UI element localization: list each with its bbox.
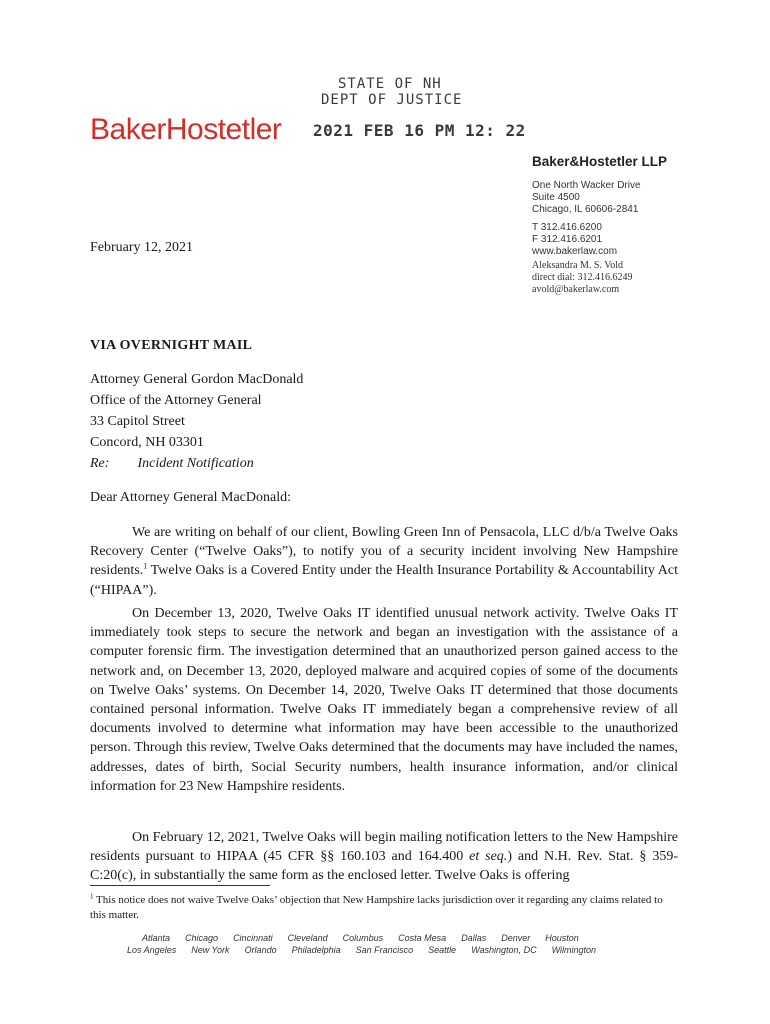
attorney-name: Aleksandra M. S. Vold <box>532 260 624 271</box>
office-city: Washington, DC <box>471 945 537 955</box>
address-line: Suite 4500 <box>532 192 580 203</box>
delivery-method: VIA OVERNIGHT MAIL <box>90 338 253 353</box>
address-line: One North Wacker Drive <box>532 180 641 191</box>
office-city: Cincinnati <box>233 933 273 943</box>
attorney-direct-dial: direct dial: 312.416.6249 <box>532 272 633 283</box>
office-city: Atlanta <box>142 933 171 943</box>
office-city: Costa Mesa <box>398 933 447 943</box>
office-locations-row-1 <box>142 933 594 943</box>
office-city: Orlando <box>244 945 277 955</box>
fax-line: F 312.416.6201 <box>532 234 603 245</box>
subject-label: Re: <box>90 456 110 471</box>
office-city: Dallas <box>461 933 487 943</box>
footnote-divider <box>90 885 270 886</box>
office-city: Columbus <box>342 933 384 943</box>
firm-contact <box>532 222 617 258</box>
office-city: Houston <box>545 933 579 943</box>
received-stamp-datetime: 2021 FEB 16 PM 12: 22 <box>313 121 526 140</box>
paragraph-text: ) and N.H. Rev. Stat. § 359-C:20(c), in substantially the same form as the enclosed letter. Twelve Oaks is offering <box>90 849 679 884</box>
recipient-name: Attorney General Gordon MacDonald <box>90 372 304 387</box>
office-city: Cleveland <box>287 933 328 943</box>
address-line: Chicago, IL 60606-2841 <box>532 204 639 215</box>
received-stamp-dept: DEPT OF JUSTICE <box>321 92 463 108</box>
recipient-street: 33 Capitol Street <box>90 414 185 429</box>
office-city: Denver <box>501 933 531 943</box>
firm-address <box>532 180 641 216</box>
office-city: Philadelphia <box>291 945 341 955</box>
office-city: Chicago <box>185 933 219 943</box>
letter-date: February 12, 2021 <box>90 240 194 255</box>
website-link[interactable]: www.bakerlaw.com <box>532 246 618 257</box>
paragraph-emphasis: et seq. <box>469 849 508 865</box>
phone-line: T 312.416.6200 <box>532 222 602 233</box>
footnote-text: This notice does not waive Twelve Oaks’ objection that New Hampshire lacks jurisdiction over it regarding any claims related to this matter. <box>90 894 663 921</box>
attorney-email-link[interactable]: avold@bakerlaw.com <box>532 284 620 295</box>
body-paragraph-2: On December 13, 2020, Twelve Oaks IT identified unusual network activity. Twelve Oaks IT immediately took steps to secure the network and began an investigation with the assistance of a computer forensic firm. The investigation determined that an unauthorized person gained access to the network and, on December 13, 2020, deployed malware and acquired copies of some of the documents on Twelve Oaks’ systems. On December 14, 2020, Twelve Oaks IT determined that those documents contained personal information. Twelve Oaks IT immediately began a comprehensive review of all documents involved to determine what information may have been accessible to the unauthorized person. Through this review, Twelve Oaks determined that the documents may have included the names, addresses, dates of birth, Social Security numbers, health insurance information, and/or clinical information for 23 New Hampshire residents. <box>90 606 678 794</box>
office-city: New York <box>191 945 230 955</box>
attorney-contact <box>532 260 633 296</box>
paragraph-text: Twelve Oaks is a Covered Entity under the Health Insurance Portability & Accountability Act (“HIPAA”). <box>90 563 678 598</box>
firm-logo: BakerHostetler <box>90 113 282 146</box>
body-paragraph-3 <box>90 828 678 886</box>
subject-text: Incident Notification <box>137 456 254 471</box>
office-city: Seattle <box>428 945 457 955</box>
office-locations-row-2 <box>127 945 611 955</box>
footnote-number: 1 <box>90 892 94 901</box>
footnote <box>90 893 678 923</box>
office-city: Los Angeles <box>127 945 177 955</box>
subject-line <box>90 456 254 472</box>
footnote-marker: 1 <box>143 561 148 571</box>
recipient-office: Office of the Attorney General <box>90 393 262 408</box>
firm-name: Baker&Hostetler LLP <box>532 154 668 169</box>
salutation: Dear Attorney General MacDonald: <box>90 490 291 505</box>
recipient-city: Concord, NH 03301 <box>90 435 204 450</box>
body-paragraph-1 <box>90 523 678 600</box>
office-city: San Francisco <box>355 945 414 955</box>
recipient-address <box>90 369 303 453</box>
paragraph-text: On February 12, 2021, Twelve Oaks will begin mailing notification letters to the New Hampshire residents pursuant to HIPAA (45 CFR §§ 160.103 and 164.400 <box>90 830 678 865</box>
paragraph-text: We are writing on behalf of our client, Bowling Green Inn of Pensacola, LLC d/b/a Twelve Oaks Recovery Center (“Twelve Oaks”), to notify you of a security incident involving New Hampshire residents. <box>90 525 678 579</box>
office-city: Wilmington <box>551 945 597 955</box>
received-stamp-state: STATE OF NH <box>338 76 442 92</box>
